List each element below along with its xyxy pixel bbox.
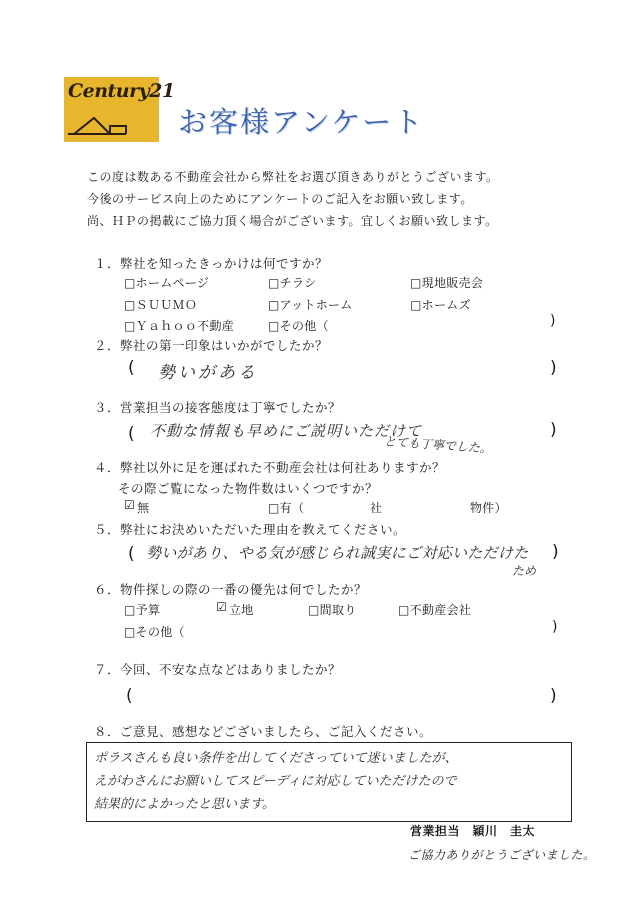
q8-answer-line-3: 結果的によかったと思います。 (94, 797, 275, 812)
q1-option-chirashi[interactable]: □チラシ (268, 276, 317, 290)
q1-option-other[interactable]: □その他（ (268, 319, 329, 333)
question-3: ３．営業担当の接客態度は丁寧でしたか？ (94, 400, 342, 415)
q4-option-none: 無 (137, 501, 150, 515)
question-7: ７．今回、不安な点などはありましたか？ (94, 662, 342, 677)
q1-close-paren: ) (550, 313, 556, 329)
question-1: １．弊社を知ったきっかけは何ですか？ (94, 256, 329, 271)
intro-line-2: 今後のサービス向上のためにアンケートのご記入をお願い致します。 (87, 192, 473, 206)
intro-line-1: この度は数ある不動産会社から弊社をお選び頂きありがとうございます。 (87, 170, 499, 184)
q4-option-yes[interactable]: □有（ (268, 501, 305, 515)
q6-option-yosan[interactable]: □予算 (124, 603, 161, 617)
q7-close-paren: ) (550, 686, 557, 706)
q1-option-athome[interactable]: □アットホーム (268, 298, 353, 312)
q2-close-paren: ) (550, 358, 557, 378)
question-4-sub: その際ご覧になった物件数はいくつですか？ (118, 481, 379, 496)
staff-name: 営業担当 穎川 圭太 (410, 824, 536, 838)
q1-option-genchi[interactable]: □現地販売会 (410, 276, 484, 290)
question-6: ６．物件探しの際の一番の優先は何でしたか？ (94, 582, 368, 597)
q8-answer-line-1: ポラスさんも良い条件を出してくださっていて迷いましたが、 (94, 751, 458, 766)
q5-open-paren: ( (128, 544, 135, 564)
q1-option-homes[interactable]: □ホームズ (410, 298, 471, 312)
thanks-message: ご協力ありがとうございました。 (408, 848, 596, 862)
q3-answer-line-2: とても丁寧でした。 (383, 434, 493, 456)
q6-option-company[interactable]: □不動産会社 (398, 603, 472, 617)
q6-close-paren: ) (552, 619, 558, 635)
q5-close-paren: ) (552, 542, 559, 562)
q6-option-madori[interactable]: □間取り (308, 603, 357, 617)
q4-bukken-label: 物件） (470, 501, 507, 515)
q3-close-paren: ) (550, 420, 557, 440)
q5-answer-line-2: ため (512, 564, 537, 578)
q2-open-paren: ( (128, 358, 135, 378)
q5-answer-line-1: 勢いがあり、やる気が感じられ誠実にご対応いただけた (146, 544, 529, 562)
question-2: ２．弊社の第一印象はいかがでしたか？ (94, 338, 329, 353)
q1-option-homepage[interactable]: □ホームページ (124, 276, 210, 290)
q4-none-checkbox[interactable]: ☑ (124, 498, 136, 512)
q4-sha-label: 社 (370, 501, 383, 515)
question-4: ４．弊社以外に足を運ばれた不動産会社は何社ありますか？ (94, 460, 446, 475)
q2-answer: 勢いがある (158, 363, 258, 383)
question-5: ５．弊社にお決めいただいた理由を教えてください。 (94, 522, 407, 537)
house-icon (66, 104, 156, 138)
logo-wordmark: Century21 (68, 80, 175, 102)
q8-answer-line-2: えがわさんにお願いしてスピーディに対応していただけたので (94, 774, 457, 789)
q7-open-paren: ( (126, 686, 133, 706)
page-title: お客様アンケート (178, 105, 425, 139)
q3-answer-line-1: 不動な情報も早めにご説明いただけて (150, 422, 423, 440)
intro-line-3: 尚、ＨＰの掲載にご協力頂く場合がございます。宜しくお願い致します。 (87, 214, 498, 228)
q6-option-ritchi: 立地 (229, 603, 254, 617)
q6-option-other[interactable]: □その他（ (124, 625, 185, 639)
q6-ritchi-checkbox[interactable]: ☑ (216, 600, 228, 614)
question-8: ８．ご意見、感想などございましたら、ご記入ください。 (94, 724, 433, 739)
q1-option-suumo[interactable]: □ＳＵＵＭＯ (124, 298, 198, 312)
q1-option-yahoo[interactable]: □Ｙａｈｏｏ不動産 (124, 319, 235, 333)
q3-open-paren: ( (128, 424, 135, 444)
